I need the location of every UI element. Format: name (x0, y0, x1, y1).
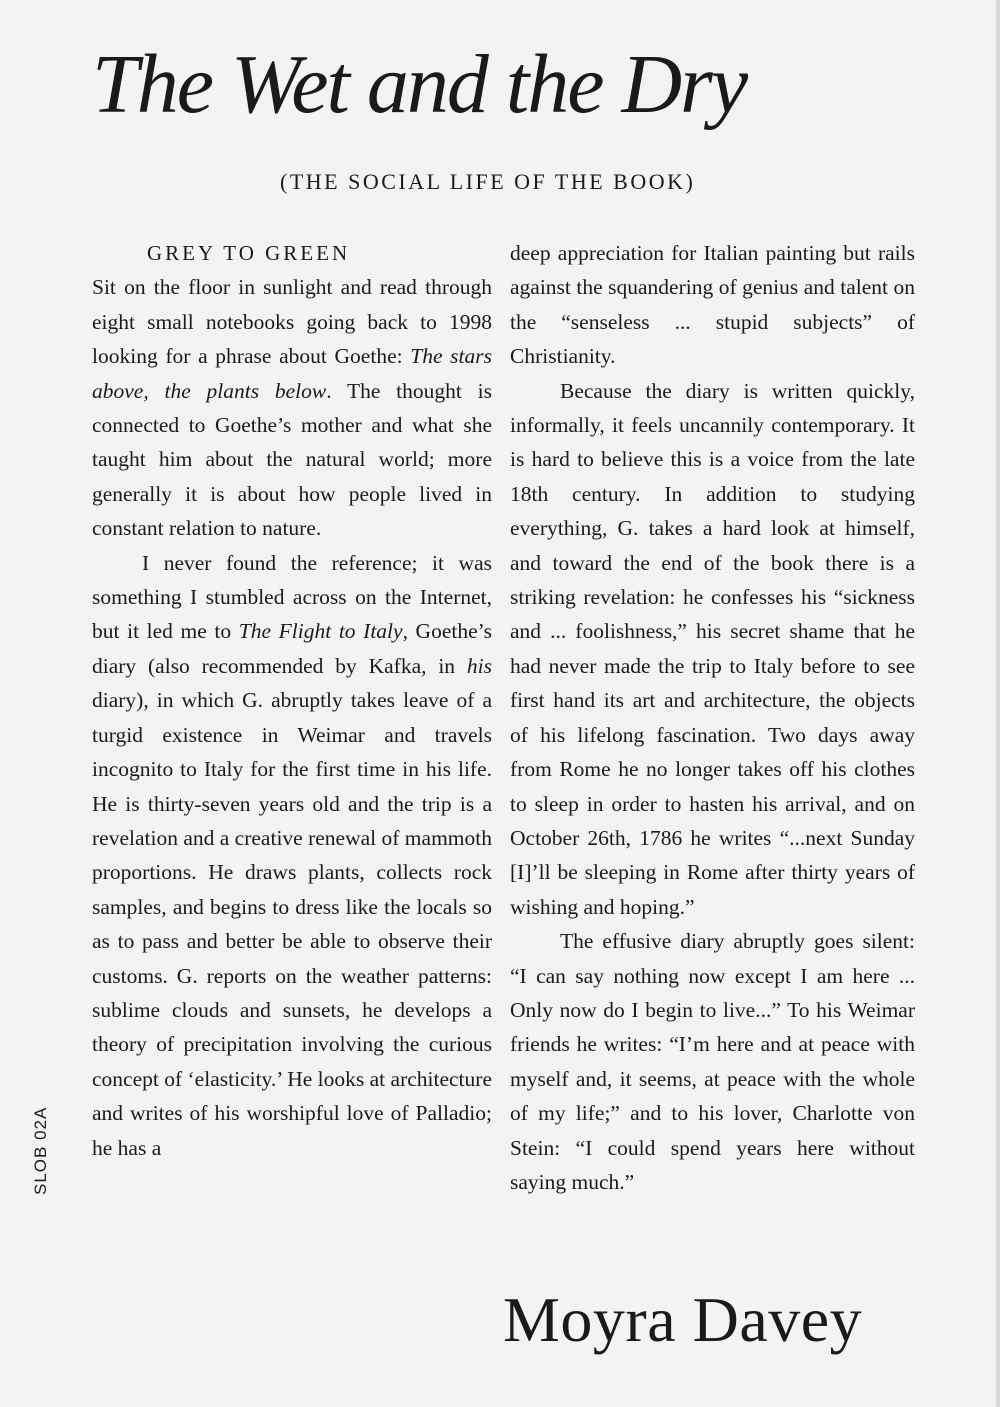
paragraph: Sit on the floor in sunlight and read through eight small notebooks going back to 1998 looking for a phrase about Goethe: The stars above, the plants below. The thought is connected to Goethe’s mother and what she taught him about the natural world; more generally it is about how people lived in constant relation to nature. (92, 275, 493, 541)
italic-phrase: The Flight to Italy (238, 619, 403, 644)
side-code: SLOB 02A (31, 1106, 50, 1195)
paragraph: I never found the reference; it was something I stumbled across on the Internet, but it led me to The Flight to Italy, Goethe’s diary (also recommended by Kafka, in his diary), in which G. abruptly takes leave of a turgid existence in Weimar and travels incognito to Italy for the first time in his life. He is thirty-seven years old and the trip is a revelation and a creative renewal of mammoth proportions. He draws plants, collects rock samples, and begins to dress like the locals so as to pass and better be able to observe their customs. G. reports on the weather patterns: sublime clouds and sunsets, he develops a theory of precipitation involving the curious concept of ‘elasticity.’ He looks at architecture and writes of his worshipful love of Palladio; he has a (92, 550, 492, 1160)
paragraph: Because the diary is written quickly, informally, it feels uncannily contemporary. It is hard to believe this is a voice from the late 18th century. In addition to studying everything, G. takes a hard look at himself, and toward the end of the book there is a striking revelation: he confesses his “sickness and ... foolishness,” his secret shame that he had never made the trip to Italy before to see first hand its art and architecture, the objects of his lifelong fascination. Two days away from Rome he no longer takes off his clothes to sleep in order to hasten his arrival, and on October 26th, 1786 he writes “...next Sunday [I]’ll be sleeping in Rome after thirty years of wishing and hoping.” (510, 378, 915, 919)
author-name: Moyra Davey (503, 1284, 863, 1355)
italic-phrase: The stars above, the plants below (92, 344, 493, 403)
page-subtitle: (THE SOCIAL LIFE OF THE BOOK) (280, 169, 696, 194)
page-title: The Wet and the Dry (92, 38, 747, 131)
italic-phrase: his (466, 653, 492, 678)
paragraph: The effusive diary abruptly goes silent: “I can say nothing now except I am here ... Only now do I begin to live...” To his Weimar friends he writes: “I’m here and at peace with myself and, it seems, at peace with the whole of my life;” and to his lover, Charlotte von Stein: “I could spend years here without saying much.” (510, 929, 915, 1194)
paragraph: deep appreciation for Italian painting but rails against the squandering of genius and talent on the “senseless ... stupid subjects” of Christianity. (510, 241, 915, 369)
section-heading: GREY TO GREEN (147, 241, 351, 265)
left-column (92, 236, 492, 1165)
page-edge (996, 0, 1000, 1407)
right-column (510, 236, 915, 1199)
